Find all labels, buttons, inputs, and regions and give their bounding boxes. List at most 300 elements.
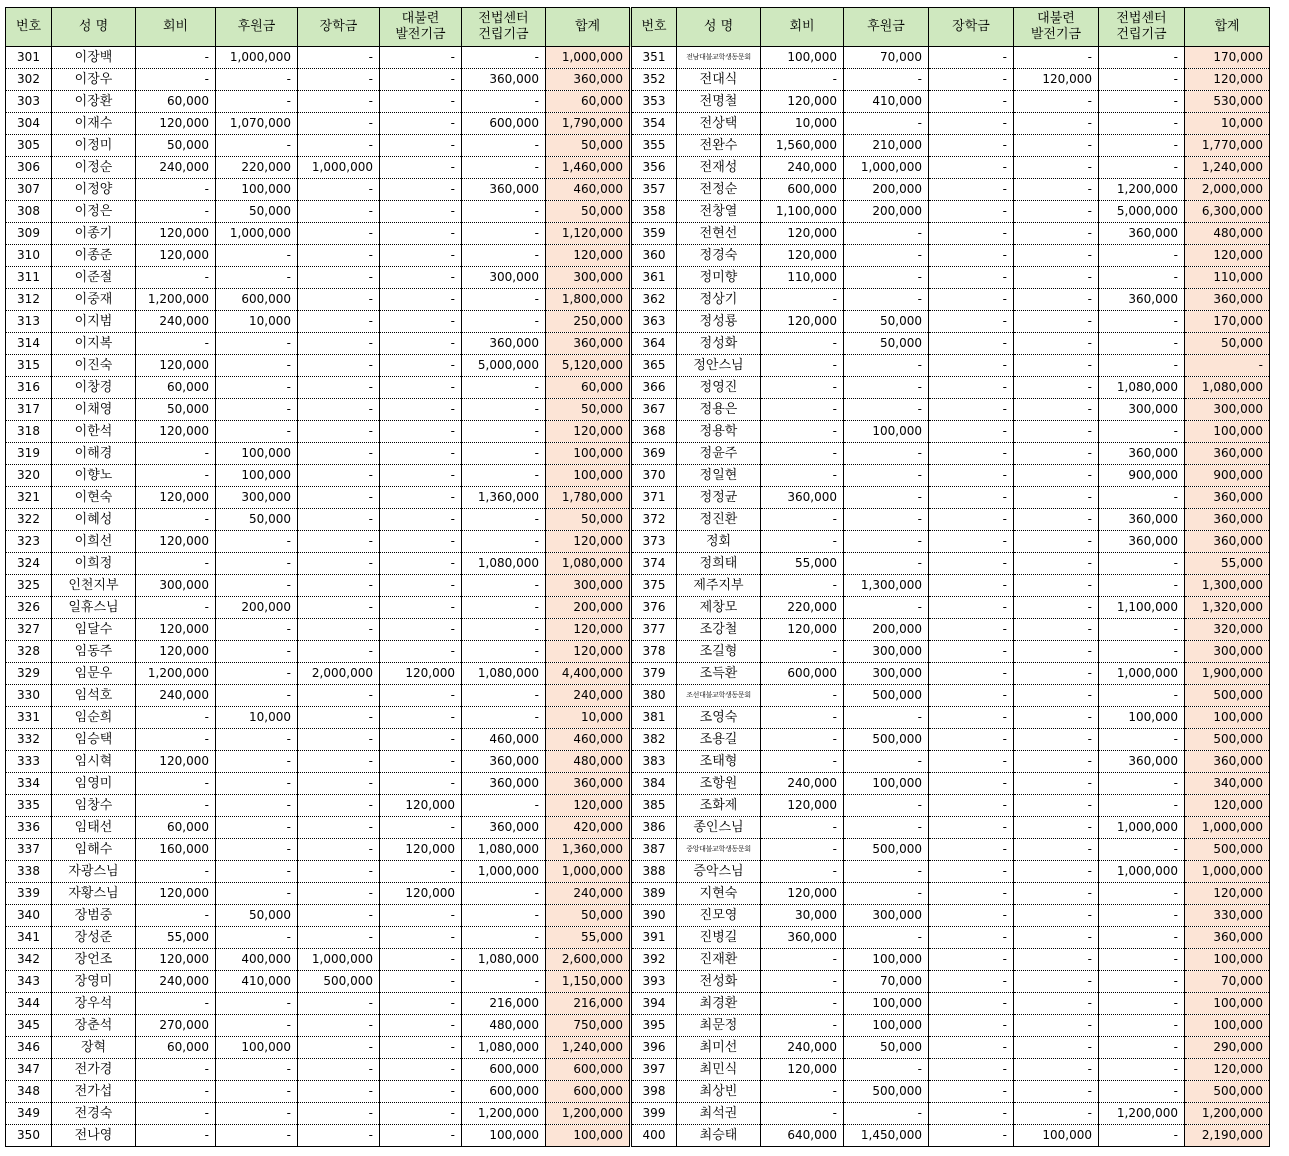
cell-name: 정진환 <box>677 509 761 531</box>
cell-dev-fund: - <box>380 597 462 619</box>
cell-support: 500,000 <box>844 839 929 861</box>
table-row <box>6 553 1270 575</box>
table-row <box>6 685 1270 707</box>
cell-fee: 60,000 <box>136 817 216 839</box>
cell-scholarship: 1,000,000 <box>298 949 380 971</box>
cell-support: - <box>216 1059 298 1081</box>
cell-no: 380 <box>631 685 677 707</box>
cell-support: - <box>844 113 929 135</box>
cell-dev-fund: - <box>1014 839 1099 861</box>
cell-total: 500,000 <box>1185 839 1270 861</box>
cell-center-fund: 600,000 <box>462 1059 546 1081</box>
cell-dev-fund: - <box>380 333 462 355</box>
cell-center-fund: 360,000 <box>1099 531 1185 553</box>
cell-no: 370 <box>631 465 677 487</box>
cell-no: 338 <box>6 861 52 883</box>
cell-total: 120,000 <box>546 619 631 641</box>
cell-name: 정용은 <box>677 399 761 421</box>
cell-total: 60,000 <box>546 377 631 399</box>
cell-name: 자황스님 <box>52 883 136 905</box>
cell-name: 최민식 <box>677 1059 761 1081</box>
header-total: 합계 <box>546 8 631 47</box>
cell-total: 70,000 <box>1185 971 1270 993</box>
cell-scholarship: 500,000 <box>298 971 380 993</box>
cell-name: 정성룡 <box>677 311 761 333</box>
cell-fee: 120,000 <box>761 245 844 267</box>
cell-support: 50,000 <box>844 311 929 333</box>
cell-fee: 1,200,000 <box>136 663 216 685</box>
cell-fee: 120,000 <box>136 619 216 641</box>
cell-no: 320 <box>6 465 52 487</box>
cell-name: 전나영 <box>52 1125 136 1147</box>
cell-total: 10,000 <box>546 707 631 729</box>
cell-no: 347 <box>6 1059 52 1081</box>
cell-center-fund: 1,080,000 <box>462 839 546 861</box>
cell-scholarship: - <box>929 1015 1014 1037</box>
cell-total: 360,000 <box>546 69 631 91</box>
cell-scholarship: - <box>929 861 1014 883</box>
cell-dev-fund: 120,000 <box>380 795 462 817</box>
cell-center-fund: - <box>1099 69 1185 91</box>
cell-center-fund: - <box>1099 641 1185 663</box>
table-row <box>6 267 1270 289</box>
cell-center-fund: 5,000,000 <box>462 355 546 377</box>
header-support: 후원금 <box>844 8 929 47</box>
cell-no: 386 <box>631 817 677 839</box>
cell-center-fund: - <box>462 795 546 817</box>
cell-support: - <box>844 377 929 399</box>
cell-name: 전대식 <box>677 69 761 91</box>
cell-name: 전정순 <box>677 179 761 201</box>
cell-dev-fund: 100,000 <box>1014 1125 1099 1147</box>
cell-total: 460,000 <box>546 729 631 751</box>
cell-scholarship: - <box>298 861 380 883</box>
cell-name: 이정양 <box>52 179 136 201</box>
cell-total: 330,000 <box>1185 905 1270 927</box>
cell-dev-fund: - <box>1014 443 1099 465</box>
cell-no: 308 <box>6 201 52 223</box>
cell-center-fund: - <box>1099 487 1185 509</box>
cell-support: - <box>216 685 298 707</box>
cell-no: 324 <box>6 553 52 575</box>
header-dev-fund: 대불련 발전기금 <box>1014 8 1099 47</box>
cell-total: 360,000 <box>546 773 631 795</box>
cell-support: 1,000,000 <box>216 47 298 69</box>
cell-dev-fund: - <box>1014 201 1099 223</box>
cell-center-fund: 360,000 <box>1099 289 1185 311</box>
cell-support: 220,000 <box>216 157 298 179</box>
cell-total: 120,000 <box>1185 1059 1270 1081</box>
cell-no: 364 <box>631 333 677 355</box>
header-support: 후원금 <box>216 8 298 47</box>
cell-dev-fund: - <box>1014 685 1099 707</box>
cell-fee: 1,100,000 <box>761 201 844 223</box>
cell-center-fund: 900,000 <box>1099 465 1185 487</box>
cell-scholarship: - <box>298 135 380 157</box>
donor-table <box>5 7 1270 1147</box>
cell-name: 전성화 <box>677 971 761 993</box>
cell-center-fund: 360,000 <box>462 751 546 773</box>
cell-name: 임승택 <box>52 729 136 751</box>
cell-name: 이종기 <box>52 223 136 245</box>
cell-no: 309 <box>6 223 52 245</box>
cell-name: 조선대불교학생동문회 <box>677 685 761 707</box>
cell-total: 250,000 <box>546 311 631 333</box>
cell-support: - <box>216 993 298 1015</box>
cell-dev-fund: - <box>380 509 462 531</box>
cell-fee: 120,000 <box>761 795 844 817</box>
cell-center-fund: 360,000 <box>462 333 546 355</box>
cell-dev-fund: - <box>1014 861 1099 883</box>
cell-dev-fund: - <box>380 949 462 971</box>
cell-center-fund: 300,000 <box>1099 399 1185 421</box>
cell-scholarship: - <box>298 487 380 509</box>
cell-name: 전가섭 <box>52 1081 136 1103</box>
cell-no: 381 <box>631 707 677 729</box>
cell-name: 이중재 <box>52 289 136 311</box>
cell-support: - <box>216 817 298 839</box>
cell-no: 333 <box>6 751 52 773</box>
table-row <box>6 773 1270 795</box>
header-fee: 회비 <box>761 8 844 47</box>
cell-dev-fund: - <box>1014 883 1099 905</box>
table-row <box>6 223 1270 245</box>
cell-center-fund: - <box>462 91 546 113</box>
cell-dev-fund: - <box>380 399 462 421</box>
table-row <box>6 1059 1270 1081</box>
cell-name: 최석권 <box>677 1103 761 1125</box>
cell-center-fund: - <box>462 135 546 157</box>
cell-dev-fund: - <box>1014 1037 1099 1059</box>
cell-fee: 120,000 <box>136 751 216 773</box>
cell-fee: 120,000 <box>761 1059 844 1081</box>
cell-total: 120,000 <box>546 245 631 267</box>
cell-total: 320,000 <box>1185 619 1270 641</box>
cell-name: 정정균 <box>677 487 761 509</box>
cell-scholarship: - <box>298 751 380 773</box>
cell-center-fund: - <box>1099 795 1185 817</box>
cell-no: 385 <box>631 795 677 817</box>
cell-dev-fund: - <box>1014 707 1099 729</box>
cell-support: - <box>844 795 929 817</box>
cell-scholarship: - <box>929 267 1014 289</box>
cell-total: 1,000,000 <box>546 47 631 69</box>
cell-fee: - <box>761 685 844 707</box>
table-row <box>6 993 1270 1015</box>
cell-no: 398 <box>631 1081 677 1103</box>
cell-dev-fund: - <box>380 47 462 69</box>
cell-dev-fund: - <box>1014 795 1099 817</box>
cell-dev-fund: 120,000 <box>380 663 462 685</box>
cell-total: 120,000 <box>1185 795 1270 817</box>
cell-dev-fund: - <box>1014 311 1099 333</box>
cell-scholarship: - <box>929 905 1014 927</box>
cell-center-fund: - <box>462 421 546 443</box>
cell-no: 327 <box>6 619 52 641</box>
cell-no: 314 <box>6 333 52 355</box>
cell-fee: 120,000 <box>136 223 216 245</box>
cell-support: 210,000 <box>844 135 929 157</box>
cell-scholarship: - <box>929 487 1014 509</box>
cell-no: 365 <box>631 355 677 377</box>
cell-support: - <box>216 421 298 443</box>
cell-scholarship: - <box>929 707 1014 729</box>
cell-fee: - <box>136 993 216 1015</box>
cell-support: 300,000 <box>216 487 298 509</box>
cell-center-fund: 216,000 <box>462 993 546 1015</box>
cell-no: 334 <box>6 773 52 795</box>
cell-center-fund: - <box>462 443 546 465</box>
cell-scholarship: - <box>929 179 1014 201</box>
cell-fee: - <box>136 1103 216 1125</box>
cell-total: 100,000 <box>1185 993 1270 1015</box>
cell-support: 1,450,000 <box>844 1125 929 1147</box>
cell-scholarship: - <box>298 927 380 949</box>
cell-center-fund: - <box>1099 883 1185 905</box>
cell-total: 120,000 <box>1185 69 1270 91</box>
header-scholarship: 장학금 <box>298 8 380 47</box>
cell-dev-fund: - <box>380 135 462 157</box>
cell-center-fund: - <box>1099 1125 1185 1147</box>
cell-fee: 240,000 <box>761 1037 844 1059</box>
cell-no: 346 <box>6 1037 52 1059</box>
cell-fee: - <box>136 1081 216 1103</box>
cell-scholarship: - <box>298 685 380 707</box>
cell-total: 120,000 <box>1185 883 1270 905</box>
cell-scholarship: - <box>929 47 1014 69</box>
cell-scholarship: - <box>298 311 380 333</box>
cell-fee: 120,000 <box>761 91 844 113</box>
cell-dev-fund: - <box>380 729 462 751</box>
cell-scholarship: - <box>929 531 1014 553</box>
cell-support: - <box>844 69 929 91</box>
cell-center-fund: 1,360,000 <box>462 487 546 509</box>
cell-fee: - <box>136 861 216 883</box>
cell-scholarship: - <box>298 465 380 487</box>
cell-total: 6,300,000 <box>1185 201 1270 223</box>
cell-center-fund: - <box>1099 905 1185 927</box>
cell-support: - <box>216 91 298 113</box>
cell-fee: 120,000 <box>136 421 216 443</box>
cell-dev-fund: - <box>380 553 462 575</box>
cell-fee: 600,000 <box>761 663 844 685</box>
cell-center-fund: - <box>1099 421 1185 443</box>
cell-dev-fund: - <box>1014 91 1099 113</box>
cell-support: 1,070,000 <box>216 113 298 135</box>
cell-no: 313 <box>6 311 52 333</box>
cell-support: 300,000 <box>844 905 929 927</box>
cell-total: 1,460,000 <box>546 157 631 179</box>
cell-dev-fund: - <box>380 575 462 597</box>
cell-fee: - <box>136 509 216 531</box>
cell-fee: - <box>761 443 844 465</box>
cell-center-fund: - <box>462 201 546 223</box>
cell-scholarship: - <box>298 69 380 91</box>
header-fee: 회비 <box>136 8 216 47</box>
cell-center-fund: 360,000 <box>462 179 546 201</box>
table-row <box>6 179 1270 201</box>
cell-name: 진병길 <box>677 927 761 949</box>
cell-total: 100,000 <box>546 465 631 487</box>
cell-total: 300,000 <box>546 575 631 597</box>
table-row <box>6 751 1270 773</box>
cell-no: 360 <box>631 245 677 267</box>
table-row <box>6 47 1270 69</box>
cell-scholarship: - <box>929 1103 1014 1125</box>
cell-fee: - <box>136 1059 216 1081</box>
cell-dev-fund: - <box>380 751 462 773</box>
cell-dev-fund: - <box>1014 465 1099 487</box>
cell-dev-fund: - <box>1014 531 1099 553</box>
cell-name: 이정미 <box>52 135 136 157</box>
cell-dev-fund: - <box>1014 729 1099 751</box>
table-row <box>6 619 1270 641</box>
cell-support: 50,000 <box>844 1037 929 1059</box>
cell-name: 장영미 <box>52 971 136 993</box>
cell-dev-fund: - <box>380 355 462 377</box>
cell-name: 장우석 <box>52 993 136 1015</box>
cell-scholarship: - <box>298 597 380 619</box>
table-row <box>6 355 1270 377</box>
cell-center-fund: - <box>462 883 546 905</box>
cell-dev-fund: - <box>380 1015 462 1037</box>
cell-fee: - <box>136 201 216 223</box>
cell-scholarship: - <box>929 223 1014 245</box>
cell-dev-fund: - <box>380 905 462 927</box>
cell-scholarship: - <box>929 619 1014 641</box>
cell-support: - <box>844 289 929 311</box>
cell-center-fund: - <box>1099 245 1185 267</box>
cell-fee: 120,000 <box>136 531 216 553</box>
cell-no: 349 <box>6 1103 52 1125</box>
cell-dev-fund: - <box>380 179 462 201</box>
cell-no: 328 <box>6 641 52 663</box>
cell-name: 이채영 <box>52 399 136 421</box>
table-row <box>6 509 1270 531</box>
cell-name: 이현숙 <box>52 487 136 509</box>
cell-fee: 240,000 <box>761 157 844 179</box>
table-row <box>6 663 1270 685</box>
cell-no: 382 <box>631 729 677 751</box>
cell-name: 이장환 <box>52 91 136 113</box>
cell-scholarship: - <box>929 1125 1014 1147</box>
cell-name: 이종준 <box>52 245 136 267</box>
cell-no: 325 <box>6 575 52 597</box>
cell-scholarship: - <box>929 751 1014 773</box>
cell-name: 정희태 <box>677 553 761 575</box>
cell-total: 240,000 <box>546 883 631 905</box>
cell-support: 10,000 <box>216 707 298 729</box>
cell-fee: 120,000 <box>136 641 216 663</box>
cell-total: 360,000 <box>1185 443 1270 465</box>
cell-total: 360,000 <box>1185 927 1270 949</box>
cell-dev-fund: - <box>1014 575 1099 597</box>
cell-name: 최미선 <box>677 1037 761 1059</box>
table-row <box>6 69 1270 91</box>
cell-total: 360,000 <box>1185 751 1270 773</box>
cell-support: - <box>216 839 298 861</box>
cell-fee: 240,000 <box>761 773 844 795</box>
cell-scholarship: - <box>929 795 1014 817</box>
cell-fee: - <box>761 289 844 311</box>
cell-fee: 120,000 <box>136 487 216 509</box>
cell-total: 500,000 <box>1185 729 1270 751</box>
cell-scholarship: - <box>298 729 380 751</box>
cell-no: 394 <box>631 993 677 1015</box>
cell-dev-fund: - <box>1014 1081 1099 1103</box>
cell-support: 500,000 <box>844 1081 929 1103</box>
cell-fee: 55,000 <box>761 553 844 575</box>
cell-no: 377 <box>631 619 677 641</box>
cell-support: 300,000 <box>844 641 929 663</box>
cell-total: 5,120,000 <box>546 355 631 377</box>
cell-support: 50,000 <box>216 201 298 223</box>
cell-name: 임달수 <box>52 619 136 641</box>
cell-scholarship: - <box>929 113 1014 135</box>
cell-no: 351 <box>631 47 677 69</box>
cell-scholarship: - <box>929 685 1014 707</box>
cell-total: 55,000 <box>546 927 631 949</box>
cell-no: 316 <box>6 377 52 399</box>
cell-scholarship: - <box>929 663 1014 685</box>
cell-center-fund: 1,200,000 <box>1099 1103 1185 1125</box>
cell-dev-fund: - <box>1014 949 1099 971</box>
cell-no: 390 <box>631 905 677 927</box>
cell-scholarship: - <box>929 641 1014 663</box>
cell-name: 정회 <box>677 531 761 553</box>
table-row <box>6 289 1270 311</box>
cell-scholarship: - <box>298 839 380 861</box>
cell-name: 인천지부 <box>52 575 136 597</box>
cell-support: - <box>216 69 298 91</box>
table-row <box>6 399 1270 421</box>
cell-fee: 300,000 <box>136 575 216 597</box>
cell-support: - <box>216 773 298 795</box>
cell-center-fund: 300,000 <box>462 267 546 289</box>
cell-dev-fund: - <box>380 971 462 993</box>
cell-name: 이준절 <box>52 267 136 289</box>
cell-center-fund: 360,000 <box>462 817 546 839</box>
cell-scholarship: - <box>298 531 380 553</box>
cell-dev-fund: - <box>1014 905 1099 927</box>
table-row <box>6 311 1270 333</box>
cell-fee: 50,000 <box>136 135 216 157</box>
cell-scholarship: - <box>929 993 1014 1015</box>
cell-dev-fund: - <box>380 91 462 113</box>
cell-support: - <box>844 927 929 949</box>
cell-center-fund: - <box>1099 267 1185 289</box>
cell-total: 10,000 <box>1185 113 1270 135</box>
cell-dev-fund: - <box>380 465 462 487</box>
cell-total: 1,120,000 <box>546 223 631 245</box>
cell-scholarship: - <box>298 47 380 69</box>
table-row <box>6 1125 1270 1147</box>
cell-center-fund: 360,000 <box>1099 443 1185 465</box>
header-center-fund: 전법센터 건립기금 <box>462 8 546 47</box>
cell-fee: - <box>761 729 844 751</box>
cell-name: 장언조 <box>52 949 136 971</box>
cell-center-fund: - <box>1099 157 1185 179</box>
cell-dev-fund: - <box>380 267 462 289</box>
header-scholarship: 장학금 <box>929 8 1014 47</box>
cell-fee: - <box>761 1015 844 1037</box>
cell-scholarship: - <box>298 1037 380 1059</box>
cell-no: 326 <box>6 597 52 619</box>
cell-no: 354 <box>631 113 677 135</box>
cell-no: 343 <box>6 971 52 993</box>
cell-total: 1,320,000 <box>1185 597 1270 619</box>
table-row <box>6 817 1270 839</box>
